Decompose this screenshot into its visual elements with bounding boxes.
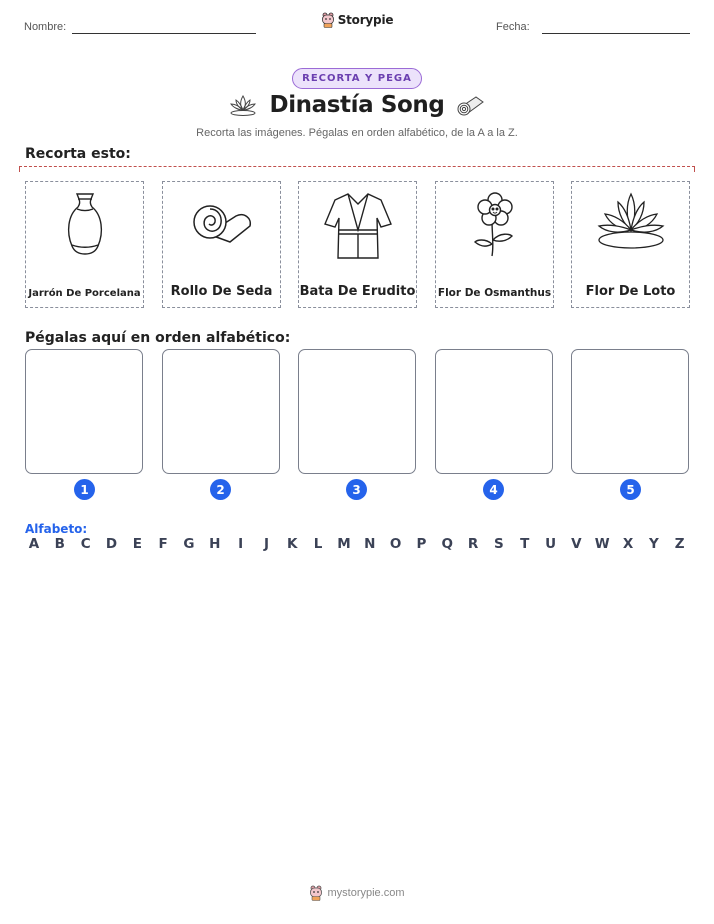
footer-url[interactable]: mystorypie.com — [327, 887, 405, 899]
brand-logo — [0, 12, 714, 32]
footer — [0, 885, 714, 901]
activity-badge: RECORTA Y PEGA — [292, 68, 422, 89]
paste-heading: Pégalas aquí en orden alfabético: — [25, 330, 291, 346]
alphabet-letter: Y — [648, 536, 659, 552]
alphabet-title: Alfabeto: — [25, 522, 88, 536]
alphabet-letter: Z — [674, 536, 685, 552]
storypie-mascot-icon — [309, 885, 323, 901]
alphabet-letter: O — [389, 536, 402, 552]
alphabet-letter: Q — [441, 536, 453, 552]
lotus-flower-icon — [596, 190, 666, 252]
name-line[interactable] — [72, 33, 256, 34]
alphabet-letter: M — [337, 536, 351, 552]
alphabet-letter: A — [28, 536, 40, 552]
vase-icon — [60, 190, 110, 262]
cut-line — [19, 166, 695, 172]
alphabet-letter: T — [520, 536, 530, 552]
card-label: Flor De Osmanthus — [437, 287, 552, 299]
title-row — [0, 92, 714, 118]
paste-box-2[interactable] — [162, 349, 280, 474]
cut-card-osmanthus[interactable] — [435, 181, 554, 308]
order-number-5: 5 — [620, 479, 641, 500]
alphabet-letter: E — [132, 536, 142, 552]
name-label: Nombre: — [24, 21, 67, 33]
alphabet-letter: X — [622, 536, 634, 552]
paste-box-4[interactable] — [435, 349, 553, 474]
cut-card-vase[interactable] — [25, 181, 144, 308]
alphabet-letter: J — [263, 536, 269, 552]
alphabet-letter: W — [594, 536, 610, 552]
alphabet-letter: B — [54, 536, 65, 552]
paste-box-3[interactable] — [298, 349, 416, 474]
alphabet-letter: S — [494, 536, 504, 552]
alphabet-letter: I — [238, 536, 244, 552]
paste-box-1[interactable] — [25, 349, 143, 474]
alphabet-letter: U — [545, 536, 557, 552]
cut-card-lotus[interactable] — [571, 181, 690, 308]
silk-roll-icon — [456, 93, 486, 117]
date-line[interactable] — [542, 33, 690, 34]
lotus-icon — [228, 93, 258, 117]
alphabet-letter: V — [571, 536, 582, 552]
alphabet-row — [25, 536, 689, 552]
alphabet-letter: C — [80, 536, 91, 552]
cut-card-silk-roll[interactable] — [162, 181, 281, 308]
cut-card-scholar-robe[interactable] — [298, 181, 417, 308]
scholar-robe-icon — [323, 190, 393, 262]
alphabet-letter: F — [158, 536, 168, 552]
alphabet-letter: K — [287, 536, 298, 552]
card-label: Rollo De Seda — [170, 284, 273, 299]
alphabet-letter: G — [183, 536, 195, 552]
badge-wrap — [0, 66, 714, 89]
brand-name: Storypie — [337, 13, 394, 27]
alphabet-letter: N — [364, 536, 376, 552]
card-label: Flor De Loto — [585, 284, 676, 299]
alphabet-letter: L — [313, 536, 323, 552]
alphabet-letter: R — [467, 536, 479, 552]
card-label: Jarrón De Porcelana — [28, 288, 141, 299]
alphabet-letter: D — [105, 536, 118, 552]
order-number-2: 2 — [210, 479, 231, 500]
alphabet-letter: P — [416, 536, 427, 552]
storypie-mascot-icon — [321, 12, 335, 28]
paste-box-5[interactable] — [571, 349, 689, 474]
page-title: Dinastía Song — [269, 92, 445, 118]
alphabet-letter: H — [209, 536, 221, 552]
date-label: Fecha: — [496, 21, 530, 33]
osmanthus-flower-icon — [470, 190, 520, 260]
silk-roll-icon — [190, 190, 254, 250]
cut-heading: Recorta esto: — [25, 146, 131, 162]
instructions: Recorta las imágenes. Pégalas en orden alfabético, de la A a la Z. — [196, 127, 518, 139]
card-label: Bata De Erudito — [299, 284, 416, 299]
order-number-4: 4 — [483, 479, 504, 500]
order-number-1: 1 — [74, 479, 95, 500]
order-number-3: 3 — [346, 479, 367, 500]
